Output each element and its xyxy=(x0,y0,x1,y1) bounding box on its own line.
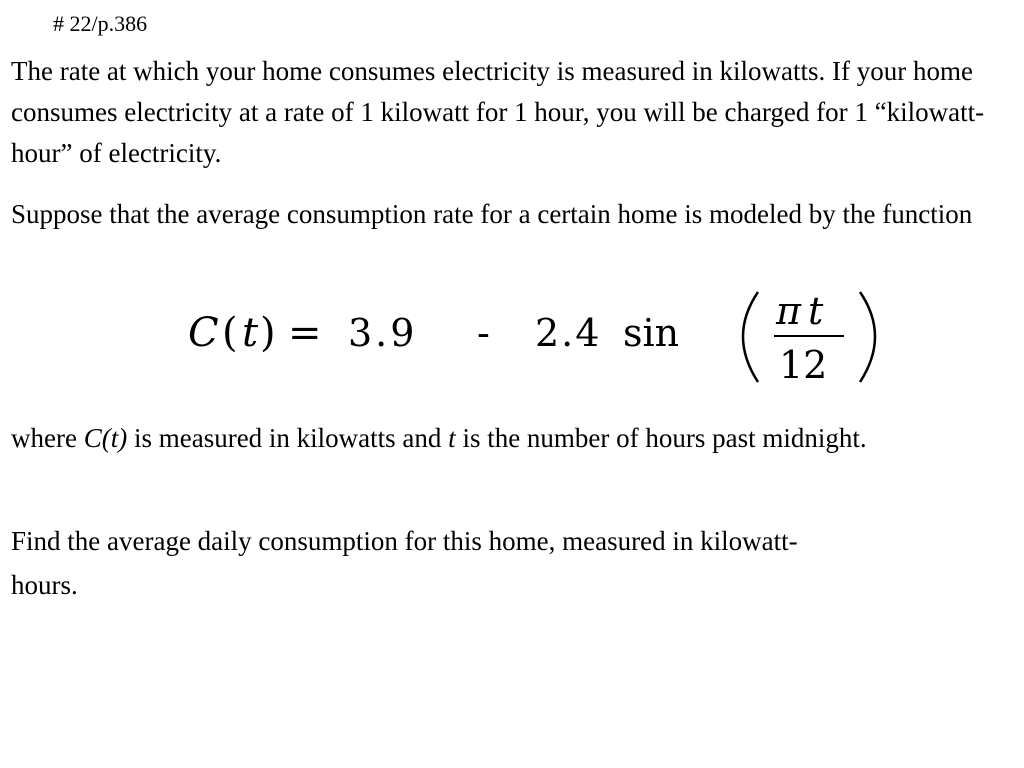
formula-constant: 3.9 xyxy=(348,311,418,355)
formula-numerator-pi: π xyxy=(776,289,801,333)
formula-equals: = xyxy=(288,310,322,356)
definitions-var-t: t xyxy=(448,423,456,453)
definitions-suffix: is the number of hours past midnight. xyxy=(455,423,867,453)
formula-numerator-var: t xyxy=(808,289,824,333)
formula-denominator: 12 xyxy=(779,343,828,387)
paragraph-intro: The rate at which your home consumes electricity is measured in kilowatts. If your home consumes electricity at a rate of 1 kilowatt for 1 hour, you will be charged for 1 “kilowatt-hour” of electricity. xyxy=(11,56,985,168)
formula-left-paren xyxy=(743,292,758,382)
definitions-var-ct: C(t) xyxy=(83,423,128,453)
formula-lhs-close: ) xyxy=(260,310,276,356)
consumption-formula xyxy=(180,284,900,394)
formula-coefficient: 2.4 xyxy=(535,311,602,355)
definitions-mid: is measured in kilowatts and xyxy=(127,423,449,453)
paragraph-model: Suppose that the average consumption rate for a certain home is modeled by the function xyxy=(11,199,973,229)
paragraph-definitions xyxy=(11,418,1015,459)
question-line-1: Find the average daily consumption for this home, measured in kilowatt- xyxy=(11,526,798,556)
formula-lhs-open: ( xyxy=(222,310,238,356)
formula-lhs-func: C xyxy=(188,310,219,356)
formula-minus: - xyxy=(477,311,490,355)
paragraph-question xyxy=(11,521,1015,609)
problem-reference: # 22/p.386 xyxy=(53,11,148,36)
formula-right-paren xyxy=(860,292,875,382)
formula-lhs-var: t xyxy=(242,310,259,356)
definitions-prefix: where xyxy=(11,423,84,453)
question-line-2: hours. xyxy=(11,570,78,600)
formula-sin: sin xyxy=(623,311,680,355)
formula-svg xyxy=(180,284,900,394)
